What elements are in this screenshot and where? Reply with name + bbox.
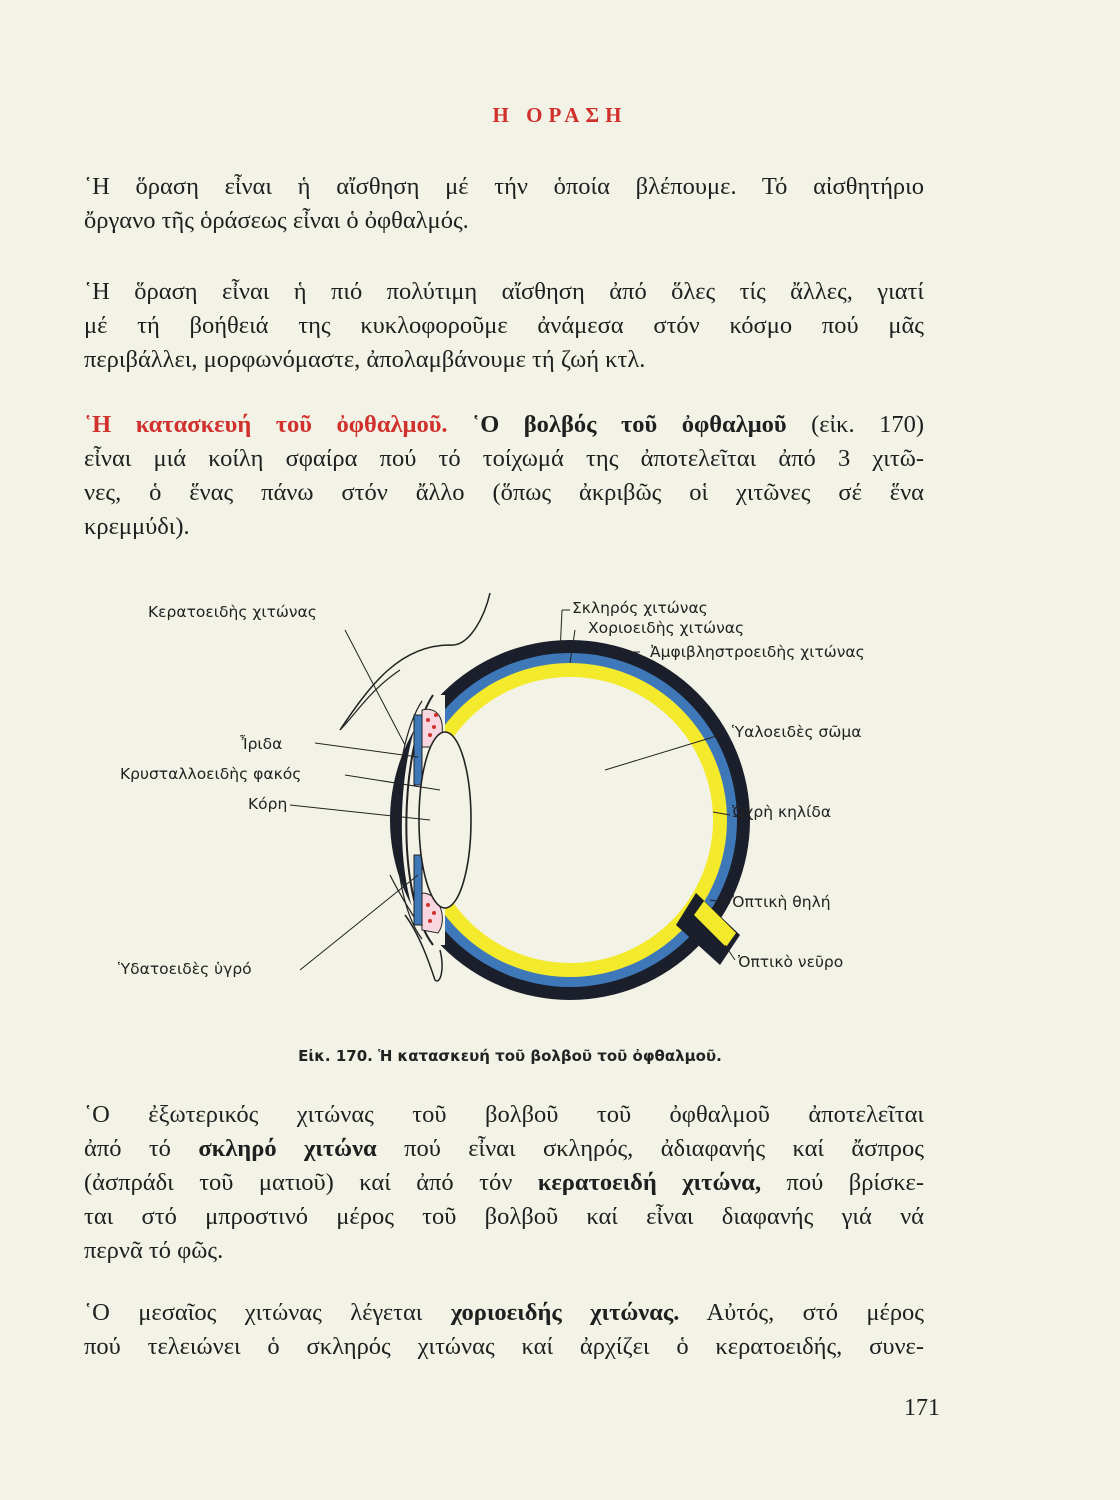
bold-term-cornea: κερατοειδή χιτώνα, (537, 1169, 762, 1196)
label-choroid: Χοριοειδὴς χιτώνας (588, 619, 745, 637)
label-iris: Ἶριδα (240, 735, 283, 753)
text-fragment: ῾Ο μεσαῖος χιτώνας λέγεται (84, 1299, 423, 1326)
text-line: ται στό μπροστινό μέρος τοῦ βολβοῦ καί εἶναι διαφανής γιά νά (84, 1203, 924, 1230)
paragraph-vision-definition (84, 170, 924, 238)
figure-reference: (εἰκ. 170) (811, 411, 925, 438)
label-optic-nerve: Ὀπτικὸ νεῦρο (738, 953, 844, 971)
label-macula: Ὠχρὴ κηλίδα (732, 803, 832, 821)
text-fragment: (ἀσπράδι τοῦ ματιοῦ) καί ἀπό τόν (84, 1169, 513, 1196)
paragraph-outer-layer (84, 1098, 924, 1268)
figure-caption: Εἰκ. 170. Ἡ κατασκευή τοῦ βολβοῦ τοῦ ὀφθαλμοῦ. (298, 1047, 722, 1065)
text-line: μέ τή βοήθειά της κυκλοφοροῦμε ἀνάμεσα στόν κόσμο πού μᾶς (84, 312, 924, 339)
text-fragment: πού εἶναι σκληρός, ἀδιαφανής καί ἄσπρος (404, 1135, 924, 1162)
text-line: ῾Ο ἐξωτερικός χιτώνας τοῦ βολβοῦ τοῦ ὀφθαλμοῦ ἀποτελεῖται (84, 1101, 924, 1128)
bold-term-sclera: σκληρό χιτώνα (198, 1135, 377, 1162)
text-fragment: Αὐτός, στό μέρος (706, 1299, 925, 1326)
text-line: περιβάλλει, μορφωνόμαστε, ἀπολαμβάνουμε τή ζωή κτλ. (84, 346, 646, 373)
label-aqueous-humor: Ὑδατοειδὲς ὑγρό (118, 960, 252, 978)
text-line (84, 1296, 924, 1330)
text-line (84, 1166, 924, 1200)
paragraph-eye-structure (84, 408, 924, 544)
text-line: νες, ὁ ἕνας πάνω στόν ἄλλο (ὅπως ἀκριβῶς οἱ χιτῶνες σέ ἕνα (84, 479, 924, 506)
iris-upper (414, 715, 422, 785)
section-heading: ῾Η κατασκευή τοῦ ὀφθαλμοῦ. (84, 411, 448, 438)
eye-cross-section-illustration (100, 575, 920, 1005)
text-fragment: πού βρίσκε- (786, 1169, 925, 1196)
text-line: κρεμμύδι). (84, 513, 190, 540)
bold-term: ῾Ο βολβός τοῦ ὀφθαλμοῦ (472, 411, 787, 438)
text-fragment: ἀπό τό (84, 1135, 171, 1162)
bold-term-choroid: χοριοειδής χιτώνας. (450, 1299, 680, 1326)
label-retina: Ἀμφιβληστροειδὴς χιτώνας (650, 643, 865, 661)
text-line: ῾Η ὅραση εἶναι ἡ πιό πολύτιμη αἴσθηση ἀπό ὅλες τίς ἄλλες, γιατί (84, 278, 924, 305)
text-line (84, 408, 924, 442)
text-line: περνᾶ τό φῶς. (84, 1237, 224, 1264)
label-lens: Κρυσταλλοειδὴς φακός (120, 765, 302, 783)
text-line: πού τελειώνει ὁ σκληρός χιτώνας καί ἀρχίζει ὁ κερατοειδής, συνε- (84, 1333, 924, 1360)
text-line (84, 1132, 924, 1166)
paragraph-vision-value (84, 275, 924, 377)
text-line: εἶναι μιά κοίλη σφαίρα πού τό τοίχωμά της ἀποτελεῖται ἀπό 3 χιτῶ- (84, 445, 924, 472)
label-cornea: Κερατοειδὴς χιτώνας (148, 603, 317, 621)
label-optic-disc: Ὀπτικὴ θηλή (732, 893, 831, 911)
iris-lower (414, 855, 422, 925)
page-number: 171 (904, 1395, 940, 1421)
running-head: Η ΟΡΑΣΗ (492, 103, 628, 127)
paragraph-middle-layer (84, 1296, 924, 1364)
upper-eyelid-inner (340, 670, 400, 730)
text-line: ὄργανο τῆς ὁράσεως εἶναι ὁ ὀφθαλμός. (84, 207, 469, 234)
label-vitreous-body: Ὑαλοειδὲς σῶμα (732, 723, 862, 741)
label-pupil: Κόρη (248, 795, 288, 813)
label-sclera: Σκληρός χιτώνας (572, 599, 708, 617)
text-line: ῾Η ὅραση εἶναι ἡ αἴσθηση μέ τήν ὁποία βλέπουμε. Τό αἰσθητήριο (84, 173, 924, 200)
eye-diagram (100, 575, 920, 1005)
